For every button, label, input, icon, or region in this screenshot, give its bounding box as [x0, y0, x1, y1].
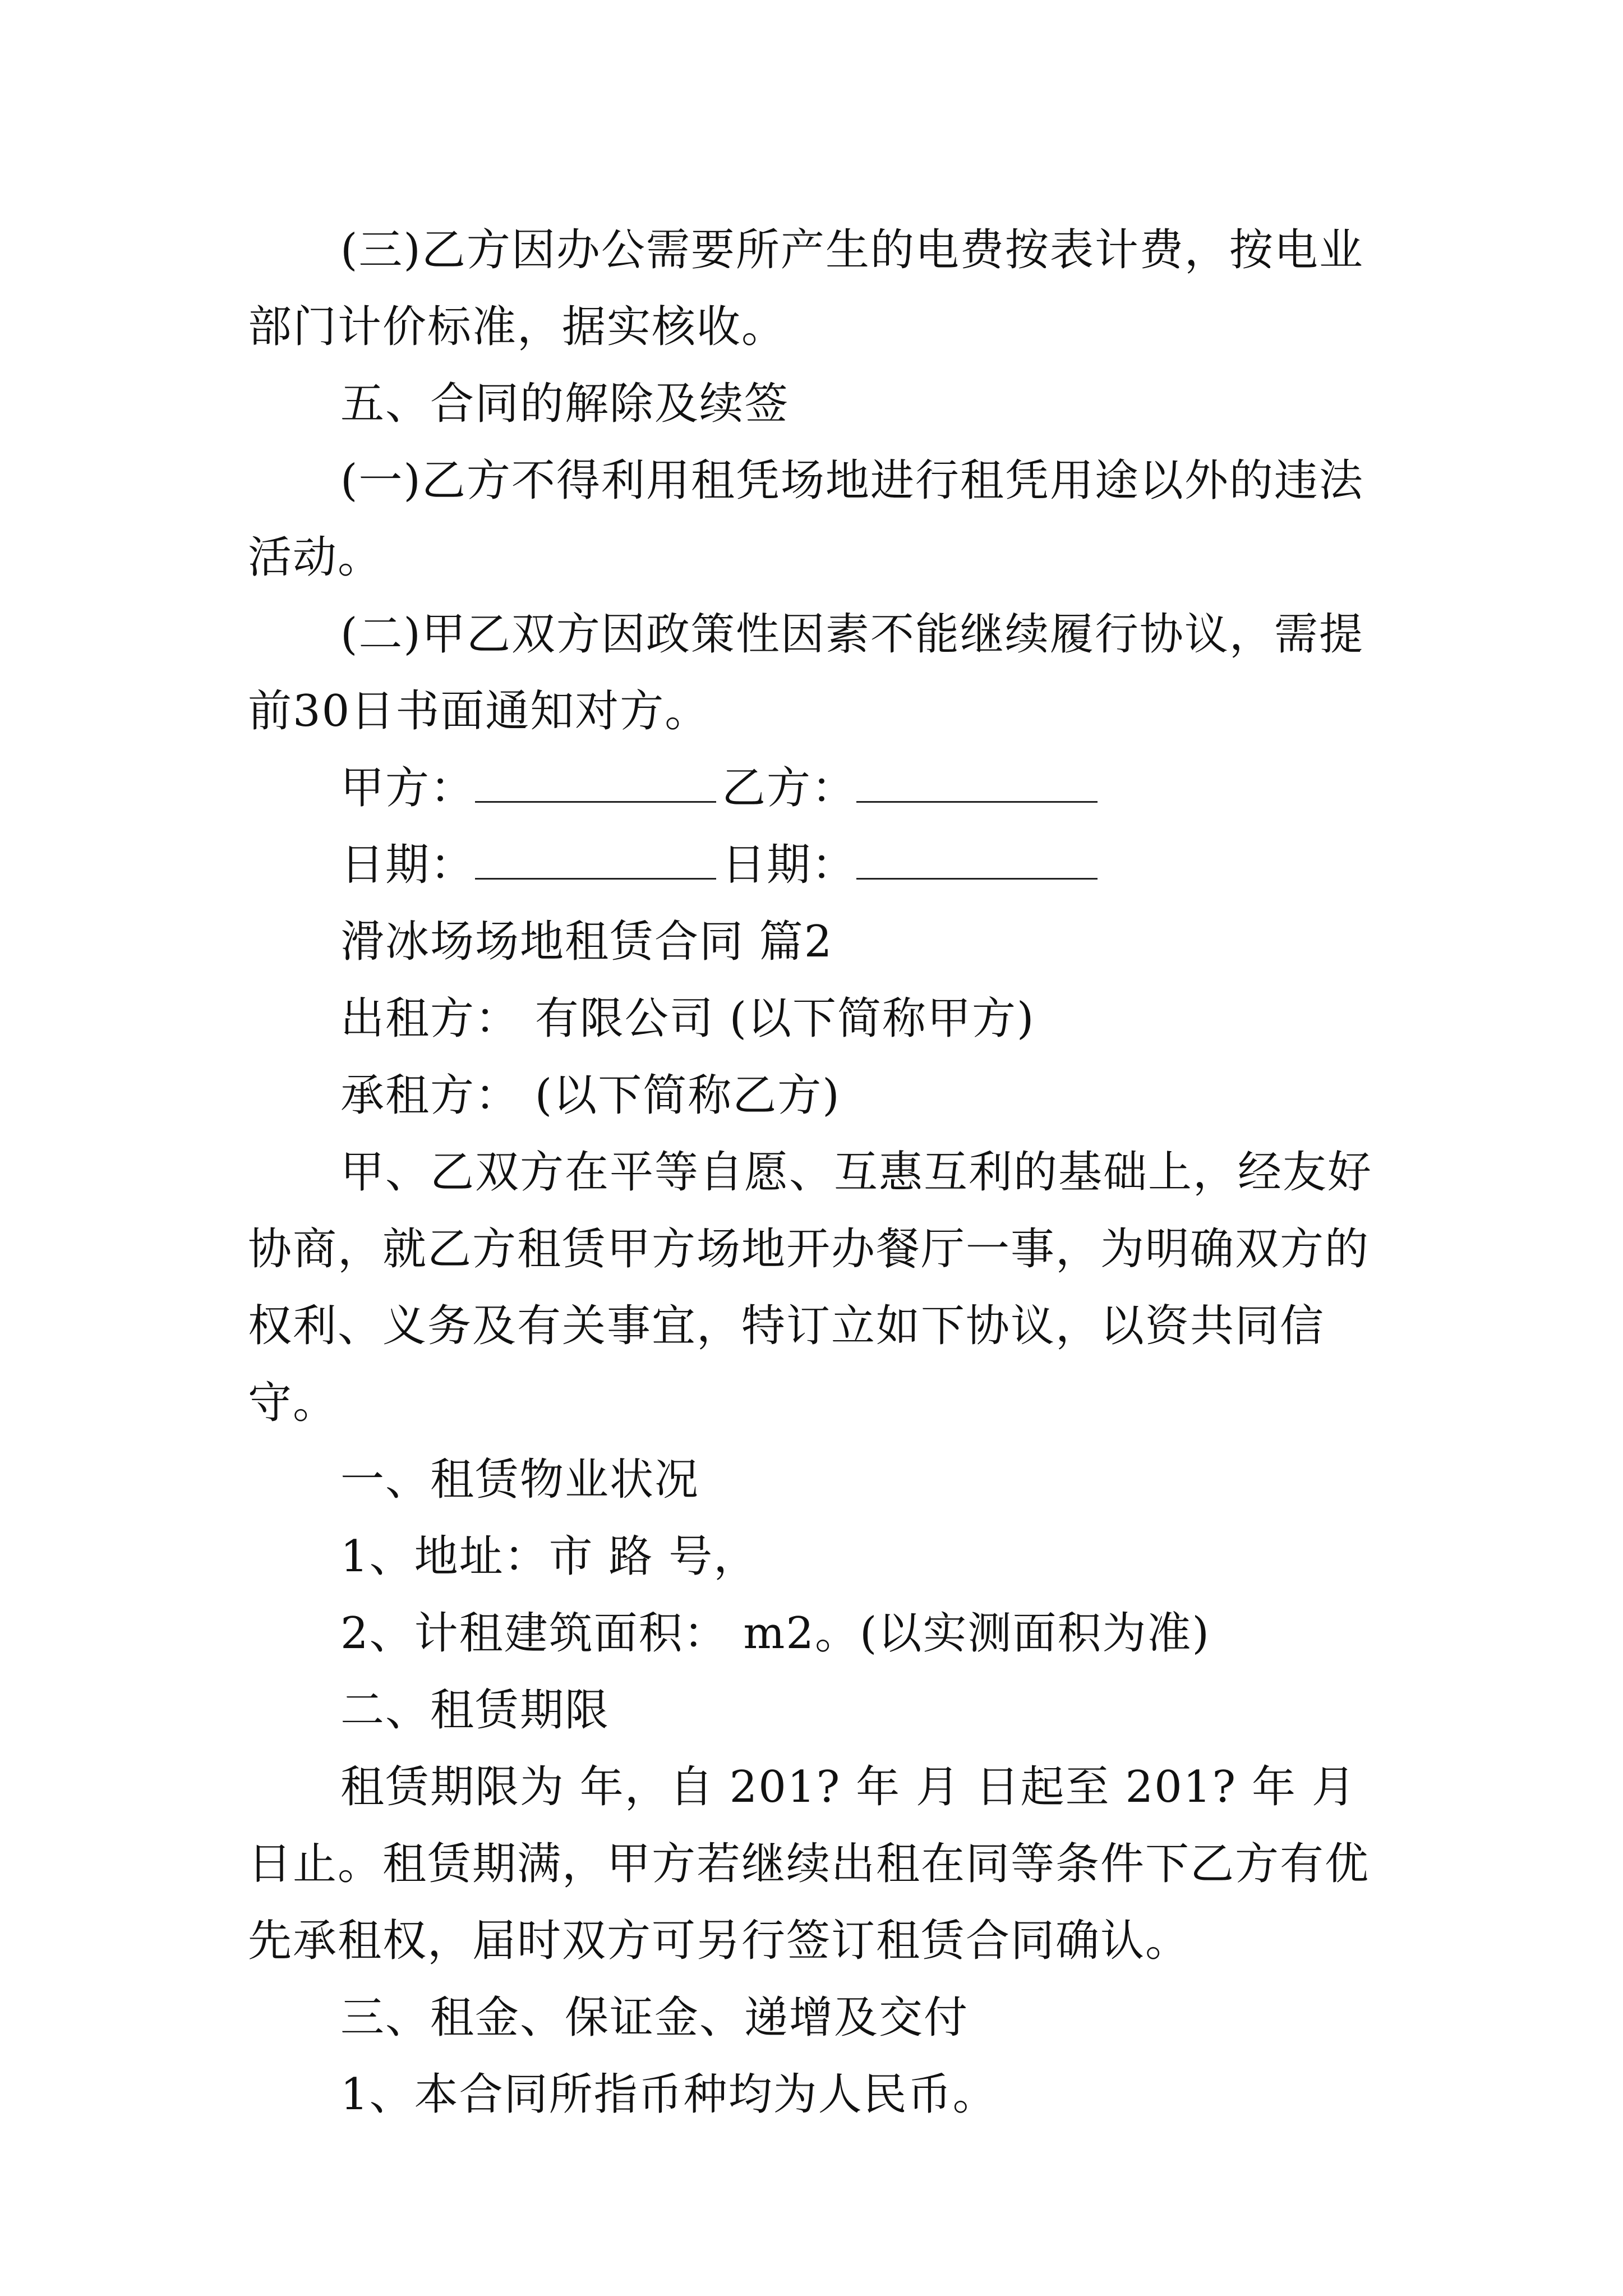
item-floor-area: 2、计租建筑面积： m2。(以实测面积为准) [340, 1608, 1210, 1659]
date-b-blank [856, 844, 1098, 880]
party-b-signature-blank [856, 767, 1098, 803]
heading-lease-term: 二、租赁期限 [340, 1685, 610, 1736]
paragraph-agreement-intro: 甲、乙双方在平等自愿、互惠互利的基础上，经友好协商，就乙方租赁甲方场地开办餐厅一事，为明确双方的权利、义务及有关事宜，特订立如下协议，以资共同信守。 [248, 1147, 1373, 1428]
lessee-line: 承租方： (以下简称乙方) [340, 1070, 841, 1121]
paragraph-lease-term: 租赁期限为 年，自 201? 年 月 日起至 201? 年 月日止。租赁期满，甲方若继续出租在同等条件下乙方有优先承租权，届时双方可另行签订租赁合同确认。 [248, 1762, 1370, 1966]
party-b-label: 乙方： [722, 763, 857, 813]
date-a-blank [475, 844, 716, 880]
paragraph-policy-notice: (二)甲乙双方因政策性因素不能继续履行协议，需提前30日书面通知对方。 [248, 609, 1364, 737]
paragraph-illegal-use: (一)乙方不得利用租凭场地进行租凭用途以外的违法活动。 [248, 455, 1364, 583]
signature-row-dates [248, 827, 1392, 904]
contract-title-part-2: 滑冰场场地租赁合同 篇2 [340, 917, 833, 967]
lessor-line: 出租方： 有限公司 (以下简称甲方) [340, 993, 1035, 1044]
heading-termination-renewal: 五、合同的解除及续签 [340, 379, 790, 429]
date-a-label: 日期： [340, 840, 476, 890]
party-a-signature-blank [475, 767, 716, 803]
date-b-label: 日期： [722, 840, 857, 890]
document-body [248, 212, 1392, 2133]
paragraph-electricity-fee: (三)乙方因办公需要所产生的电费按表计费，按电业部门计价标准，据实核收。 [248, 225, 1364, 352]
signature-row-parties [248, 750, 1392, 827]
heading-rent-deposit: 三、租金、保证金、递增及交付 [340, 1993, 969, 2043]
party-a-label: 甲方： [340, 763, 476, 813]
item-address: 1、地址：市 路 号， [340, 1531, 759, 1582]
item-currency: 1、本合同所指币种均为人民币。 [340, 2069, 998, 2120]
heading-property-status: 一、租赁物业状况 [340, 1455, 700, 1505]
